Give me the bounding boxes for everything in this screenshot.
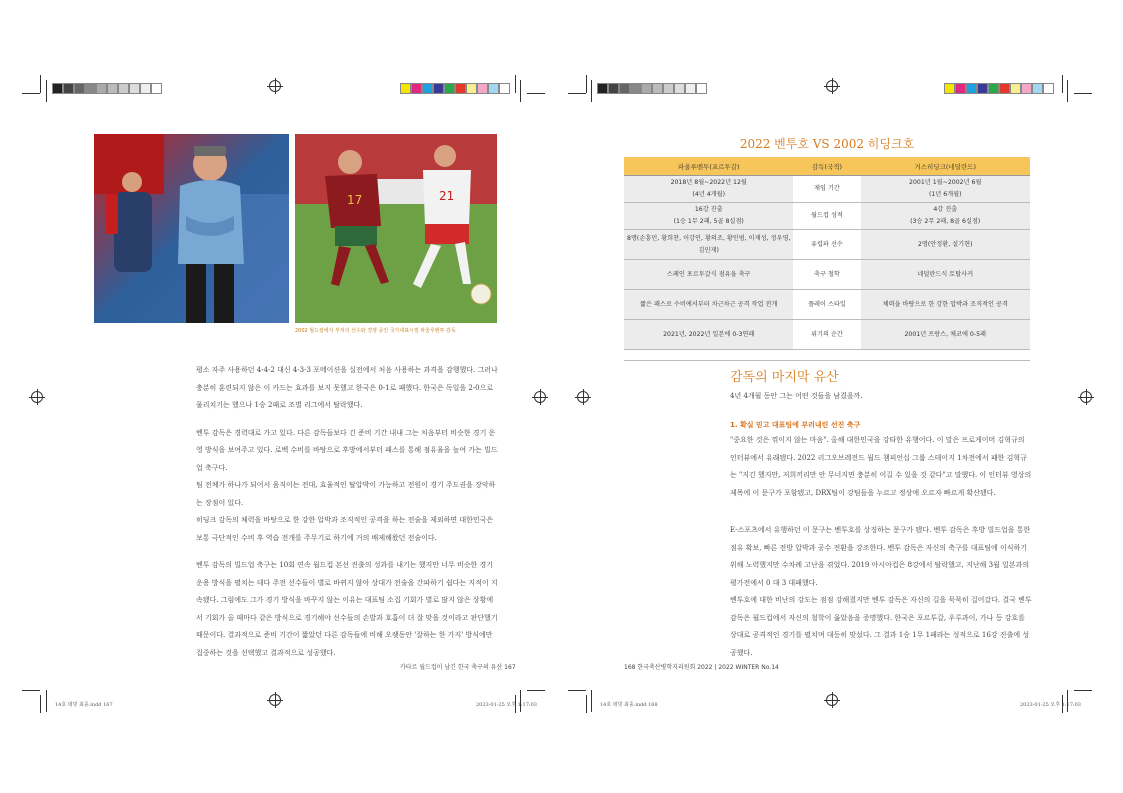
table-category-cell: 재임 기간: [793, 176, 860, 203]
match-photo: [295, 134, 497, 323]
greyscale-bar: [52, 83, 162, 94]
svg-text:17: 17: [347, 193, 363, 207]
right-paragraph-1: "중요한 것은 꺾이지 않는 마음". 올해 대한민국을 강타한 유행어다. 이 말은 프로게이머 김혁규의 인터뷰에서 유래됐다. 2022 리그오브레전드 월드 챔피언십 그룹 스테이지 1차전에서 패한 김혁규는 "지긴 했지만, 저희끼리만 안 무너지면 충분히 이길 수 있을 것 같다"고 말했다. 이 인터뷰 영상의 제목에 이 문구가 포함됐고, DRX팀이 강팀들을 누르고 정상에 오르자 빠르게 확산됐다.: [730, 436, 1032, 497]
table-category-cell: 월드컵 성적: [793, 203, 860, 230]
table-row: [624, 203, 1030, 230]
table-cell: 2001년 1월~2002년 6월 (1년 6개월): [861, 176, 1031, 203]
slug-right-file: 14호 데빗 최종.indd 168: [600, 702, 658, 708]
registration-mark-icon: [826, 694, 838, 706]
svg-text:21: 21: [439, 189, 455, 203]
right-paragraph-2: E-스포츠에서 유행하던 이 문구는 벤투호를 상징하는 문구가 됐다. 벤투 감독은 후방 빌드업을 통한 점유 확보, 빠른 전방 압박과 공수 전환을 강조한다. 벤투 감독은 자신의 축구를 대표팀에 이식하기 위해 노력했지만 수차례 고난을 겪었다. 2019 아시아컵은 8강에서 탈락했고, 지난해 3월 일본과의 평가전에서 0 대 3 대패했다.: [730, 526, 1031, 587]
registration-mark-icon: [826, 80, 838, 92]
table-row: [624, 290, 1030, 320]
left-paragraph-1: 평소 자주 사용하던 4-4-2 대신 4-3-3 포메이션을 실전에서 처음 사용하는 과격을 감행했다. 그러나 충분히 훈련되지 않은 이 카드는 효과를 보지 못했고 한국은 0-1로 패했다. 한국은 독일을 2-0으로 물리치기는 했으나 1승 2패로 조별 리그에서 탈락했다.: [196, 366, 498, 409]
registration-mark-icon: [577, 391, 589, 403]
left-paragraph-2: 벤투 감독은 경력대로 가고 있다. 다른 감독들보다 긴 준비 기간 내내 그는 처음부터 비슷한 경기 운영 방식을 보여주고 있다. 로벡 수비를 바탕으로 후방에서부터 패스를 통해 점유율을 높여 가는 빌드업 축구다.: [196, 428, 498, 472]
photo-caption: 2002 월드컵에서 부처의 선수와 경쟁 중인 국가대표시절 파울루벤투 감독: [295, 328, 456, 334]
table-category-cell: 유럽파 선수: [793, 230, 860, 260]
section-title: 감독의 마지막 유산: [730, 370, 839, 385]
slug-right-date: 2023-01-25 오후 1:17:03: [1020, 702, 1081, 708]
section-intro: 4년 4개월 동안 그는 어떤 것들을 남겼을까.: [730, 392, 863, 400]
registration-mark-icon: [269, 80, 281, 92]
left-body-text: [196, 362, 498, 662]
registration-mark-icon: [31, 391, 43, 403]
table-row: [624, 260, 1030, 290]
registration-mark-icon: [534, 391, 546, 403]
table-header-cell: 파울루벤투(포르투갈): [624, 157, 793, 176]
section-subheading: 1. 확실 믿고 대표팀에 부러내린 선진 축구: [730, 421, 861, 429]
folio-left: 카타르 월드컵이 남긴 한국 축구의 유산 167: [400, 664, 516, 671]
table-header-cell: 거스히딩크(네덜란드): [861, 157, 1031, 176]
table-category-cell: 플레이 스타일: [793, 290, 860, 320]
registration-mark-icon: [269, 694, 281, 706]
right-paragraph-3: 벤투호에 대한 비난의 강도는 점점 강해졌지만 벤투 감독은 자신의 길을 묵묵히 걸어갔다. 결국 벤투 감독은 월드컵에서 자신의 철학이 옳았음을 증명했다. 한국은 포르투갈, 우루과이, 가나 등 강호를 상대로 공격적인 경기를 펼치며 대등히 맞섰다. 그 결과 1승 1무 1패라는 성적으로 16강 진출에 성공했다.: [730, 596, 1032, 657]
table-cell: 짧은 패스로 수비에서부터 차근차근 공격 작업 전개: [624, 290, 793, 320]
table-cell: 스페인 포르투갈식 점유율 축구: [624, 260, 793, 290]
comparison-table: [624, 157, 1030, 350]
section-divider: [624, 360, 1030, 361]
table-cell: 2명(안정환, 설기현): [861, 230, 1031, 260]
comparison-title: 2022 벤투호 VS 2002 히딩크호: [739, 137, 915, 151]
table-header-cell: 감독(국적): [793, 157, 860, 176]
table-category-cell: 축구 철학: [793, 260, 860, 290]
table-row: [624, 176, 1030, 203]
color-bar: [400, 83, 510, 94]
registration-mark-icon: [1080, 391, 1092, 403]
table-cell: 네덜란드식 토탈사커: [861, 260, 1031, 290]
table-cell: 16강 진출 (1승 1무 2패, 5골 8실점): [624, 203, 793, 230]
table-cell: 2021년, 2022년 일본에 0-3연패: [624, 320, 793, 350]
table-cell: 8명(손흥민, 황희찬, 이강인, 황의조, 황인범, 이재성, 정우영, 김민재): [624, 230, 793, 260]
table-cell: 4강 진출 (3승 2무 2패, 8골 6실점): [861, 203, 1031, 230]
slug-left-file: 14호 데빗 최종.indd 167: [55, 702, 113, 708]
table-row: [624, 230, 1030, 260]
table-row: [624, 320, 1030, 350]
table-cell: 2001년 프랑스, 체코에 0-5패: [861, 320, 1031, 350]
table-header-row: [624, 157, 1030, 176]
table-cell: 체력을 바탕으로 한 강한 압박과 조직적인 공격: [861, 290, 1031, 320]
left-paragraph-3: 팀 전체가 하나가 되어서 움직이는 전대, 효율적인 탈압박이 가능하고 전원이 경기 주도권을 장악하는 장점이 있다.: [196, 481, 496, 507]
folio-right: 168 한국축산병학지리원회 2022 | 2022 WINTER No.14: [624, 664, 779, 671]
slug-left-date: 2023-01-25 오후 1:17:03: [476, 702, 537, 708]
table-cell: 2018년 8월~2022년 12월 (4년 4개월): [624, 176, 793, 203]
coach-photo: [94, 134, 289, 323]
left-paragraph-5: 벤투 감독의 빌드업 축구는 10회 연속 월드컵 본선 진출의 성과를 내기는 했지만 너무 비슷한 경기 운용 방식을 펼치는 데다 주전 선수들이 별로 바뀌지 않아 상대가 전술을 간파하기 쉽다는 지적이 지속됐다. 그럼에도 그가 경기 방식을 바꾸지 않는 이유는 대표팀 소집 기회가 별로 많지 않은 상황에서 기회가 올 때마다 같은 방식으로 경기해야 선수들의 손발과 호흡이 더 잘 맞을 것이라고 판단했기 때문이다. 결과적으로 준비 기간이 짧았던 다른 감독들에 비해 오랫동안 '잘하는 한 가지' 방식에만 집중하는 것을 선택했고 결과적으로 성공했다.: [196, 561, 498, 657]
table-category-cell: 위기의 순간: [793, 320, 860, 350]
left-paragraph-4: 히딩크 감독의 체력을 바탕으로 한 강한 압박과 조직적인 공격을 하는 전술을 제외하면 대한민국은 보통 극단적인 수비 후 역습 전개를 주무기로 하기에 거의 배제해왔던 전술이다.: [196, 516, 494, 542]
right-body-text: [730, 432, 1033, 662]
